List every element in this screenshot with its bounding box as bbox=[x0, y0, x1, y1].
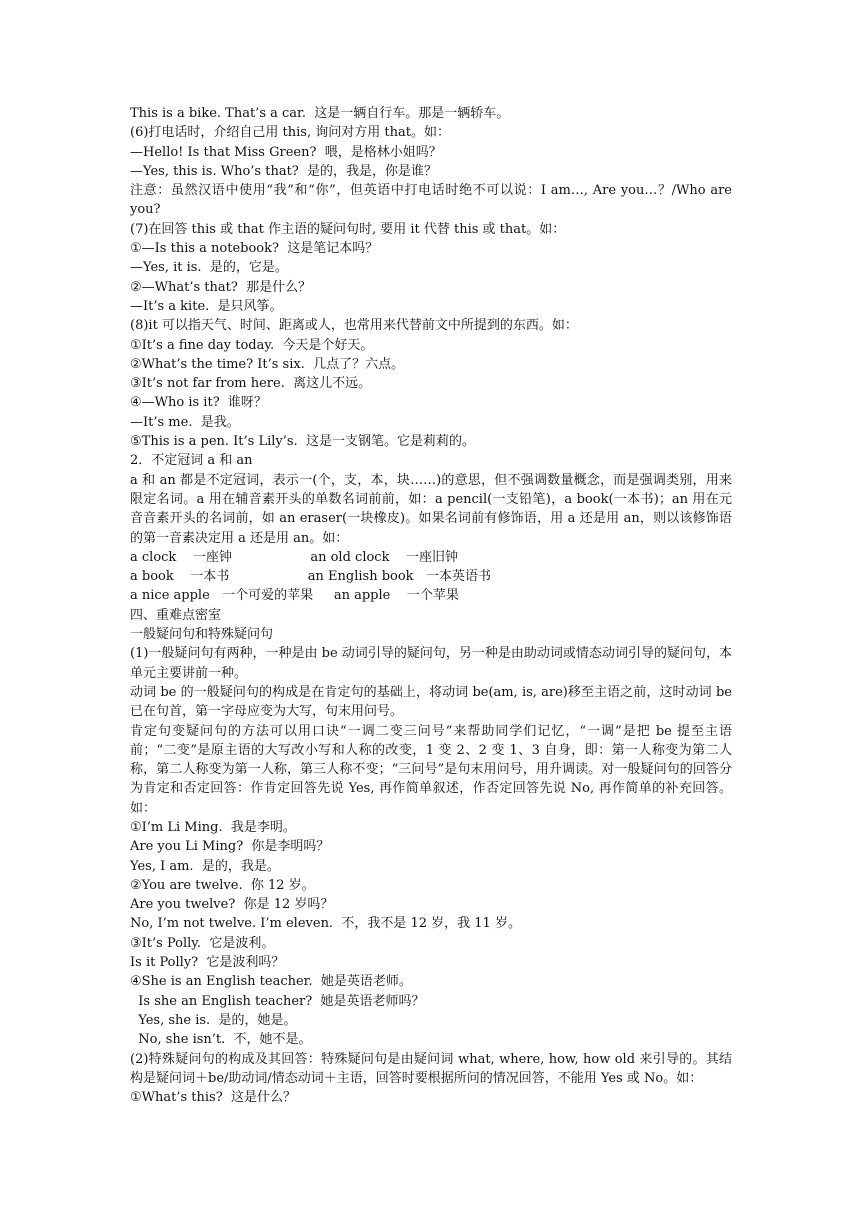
text-line: Yes, I am. 是的，我是。 bbox=[130, 858, 280, 874]
text-line: No, she isn’t. 不，她不是。 bbox=[130, 1032, 312, 1048]
text-line: —It’s me. 是我。 bbox=[130, 414, 240, 430]
example-row: a book 一本书 an English book 一本英语书 bbox=[130, 569, 491, 585]
text-line: ①I’m Li Ming. 我是李明。 bbox=[130, 819, 296, 835]
note-paragraph: 注意：虽然汉语中使用“我”和“你”，但英语中打电话时绝不可以说：I am…, Are you…？/Who are you? bbox=[130, 183, 737, 218]
example-row: a nice apple 一个可爱的苹果 an apple 一个苹果 bbox=[130, 588, 459, 604]
text-line: No, I’m not twelve. I’m eleven. 不，我不是 12 岁，我 11 岁。 bbox=[130, 916, 521, 932]
example-row: a clock 一座钟 an old clock 一座旧钟 bbox=[130, 549, 458, 565]
text-line: —Hello! Is that Miss Green? 喂，是格林小姐吗？ bbox=[130, 144, 442, 160]
body-paragraph: (2)特殊疑问句的构成及其回答：特殊疑问句是由疑问词 what, where, how, how old 来引导的。其结构是疑问词＋be/助动词/情态动词＋主语，回答时要根据所问的情况回答，不能用 Yes 或 No。如： bbox=[130, 1051, 732, 1086]
text-line: ②What’s the time? It’s six. 几点了？六点。 bbox=[130, 356, 405, 372]
text-line: ③It’s Polly. 它是波利。 bbox=[130, 935, 275, 951]
section-heading: 2．不定冠词 a 和 an bbox=[130, 453, 253, 469]
text-line: ①It’s a fine day today. 今天是个好天。 bbox=[130, 337, 374, 353]
text-line: Is she an English teacher? 她是英语老师吗？ bbox=[130, 993, 425, 1009]
text-line: ③It’s not far from here. 离这儿不远。 bbox=[130, 376, 372, 392]
text-line: ②You are twelve. 你 12 岁。 bbox=[130, 877, 315, 893]
text-line: ①—Is this a notebook? 这是笔记本吗？ bbox=[130, 241, 379, 257]
text-line: —Yes, this is. Who’s that? 是的，我是，你是谁？ bbox=[130, 163, 438, 179]
text-line: Is it Polly? 它是波利吗？ bbox=[130, 955, 285, 971]
text-line: ①What’s this? 这是什么？ bbox=[130, 1090, 296, 1106]
text-line: Yes, she is. 是的，她是。 bbox=[130, 1012, 297, 1028]
text-line: —It’s a kite. 是只风筝。 bbox=[130, 298, 283, 314]
section-heading: (7)在回答 this 或 that 作主语的疑问句时, 要用 it 代替 this 或 that。如： bbox=[130, 221, 566, 237]
text-line: Are you twelve? 你是 12 岁吗？ bbox=[130, 897, 334, 913]
section-heading: (6)打电话时，介绍自己用 this, 询问对方用 that。如： bbox=[130, 125, 450, 141]
text-line: ⑤This is a pen. It’s Lily’s. 这是一支钢笔。它是莉莉的。 bbox=[130, 434, 475, 450]
text-line: Are you Li Ming? 你是李明吗？ bbox=[130, 839, 330, 855]
section-heading: 一般疑问句和特殊疑问句 bbox=[130, 627, 274, 643]
section-heading: 四、重难点密室 bbox=[130, 607, 222, 623]
body-paragraph: 肯定句变疑问句的方法可以用口诀“一调二变三问号”来帮助同学们记忆，“一调”是把 be 提至主语前；“二变”是原主语的大写改小写和人称的改变，1 变 2、2 变 1、3 自身，即：第一人称变为第二人称，第二人称变为第一人称，第三人称不变；“三问号”是句末用问号，用升调读。对一般疑问句的回答分为肯定和否定回答：作肯定回答先说 Yes, 再作简单叙述，作否定回答先说 No, 再作简单的补充回答。如： bbox=[130, 723, 732, 816]
text-line: —Yes, it is. 是的，它是。 bbox=[130, 260, 288, 276]
text-line: ②—What’s that? 那是什么？ bbox=[130, 279, 312, 295]
body-paragraph: a 和 an 都是不定冠词，表示一(个，支，本，块……)的意思，但不强调数量概念，而是强调类别，用来限定名词。a 用在辅音素开头的单数名词前前，如：a pencil(一支铅笔)，a book(一本书)；an 用在元音音素开头的名词前，如 an eraser(一块橡皮)。如果名词前有修饰语，用 a 还是用 an，则以该修饰语的第一音素决定用 a 还是用 an。如： bbox=[130, 472, 732, 546]
text-line: ④She is an English teacher. 她是英语老师。 bbox=[130, 974, 412, 990]
body-paragraph: 动词 be 的一般疑问句的构成是在肯定句的基础上，将动词 be(am, is, are)移至主语之前，这时动词 be 已在句首，第一字母应变为大写，句末用问号。 bbox=[130, 684, 737, 720]
body-paragraph: (1)一般疑问句有两种，一种是由 be 动词引导的疑问句，另一种是由助动词或情态动词引导的疑问句，本单元主要讲前一种。 bbox=[130, 646, 732, 681]
text-line: ④—Who is it? 谁呀？ bbox=[130, 395, 267, 411]
text-line: This is a bike. That’s a car. 这是一辆自行车。那是一辆轿车。 bbox=[130, 106, 510, 121]
section-heading: (8)it 可以指天气、时间、距离或人，也常用来代替前文中所提到的东西。如： bbox=[130, 318, 578, 334]
document-page bbox=[130, 104, 737, 1107]
